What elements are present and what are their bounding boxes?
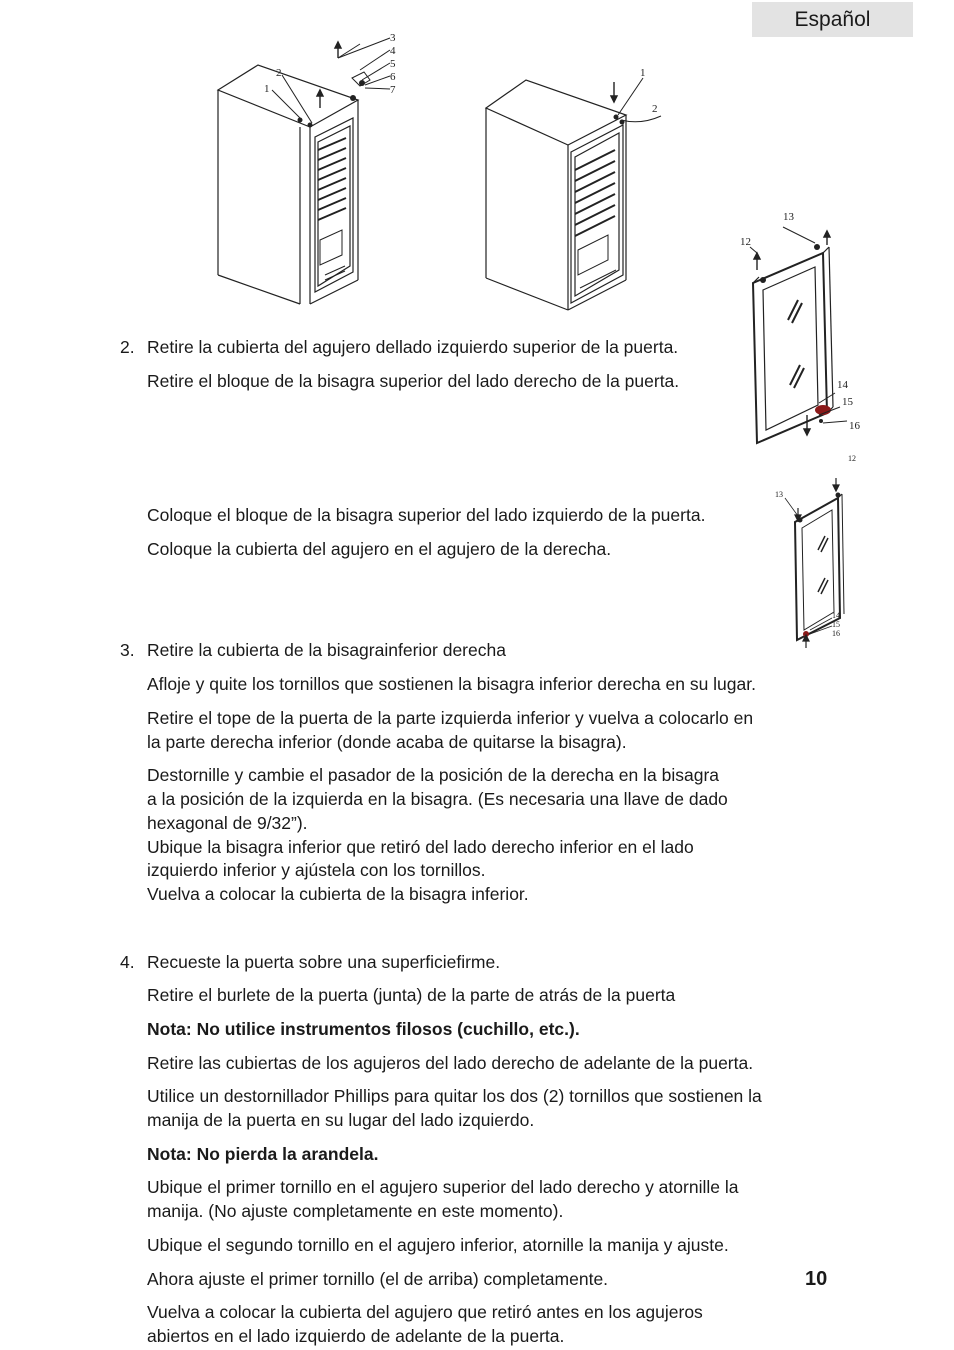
cabinet-diagram-left [210,30,410,310]
step-4-line: Vuelva a colocar la cubierta del agujero que retiró antes en los agujeros [147,1302,703,1322]
language-tab: Español [752,2,913,37]
step-3-line: Vuelva a colocar la cubierta de la bisagra inferior. [147,884,529,904]
callout-14: 14 [837,379,848,391]
callout-1: 1 [640,67,646,79]
step-4-line: manija. (No ajuste completamente en este momento). [147,1201,564,1221]
step-4-line: Retire las cubiertas de los agujeros del lado derecho de adelante de la puerta. [147,1053,754,1073]
callout-14: 14 [832,611,840,620]
step-2-line: Retire el bloque de la bisagra superior del lado derecho de la puerta. [147,371,680,391]
step-3-line: Ubique la bisagra inferior que retiró del lado derecho inferior en el lado [147,837,694,857]
step-3-line: la parte derecha inferior (donde acaba de quitarse la bisagra). [147,732,627,752]
step-4-line: Ahora ajuste el primer tornillo (el de arriba) completamente. [147,1269,609,1289]
step-4-line: Ubique el segundo tornillo en el agujero inferior, atornille la manija y ajuste. [147,1235,729,1255]
step-2-line: Coloque la cubierta del agujero en el agujero de la derecha. [147,539,612,559]
step-4-number: 4. [120,952,135,972]
step-3-line: izquierdo inferior y ajústela con los tornillos. [147,860,486,880]
step-3-line: a la posición de la izquierda en la bisagra. (Es necesaria una llave de dado [147,789,728,809]
step-4-line: manija de la puerta en su lugar del lado izquierdo. [147,1110,535,1130]
callout-16: 16 [849,420,860,432]
callout-6: 6 [390,71,396,83]
step-4-line: abiertos en el lado izquierdo de adelante de la puerta. [147,1326,565,1346]
callout-2: 2 [276,67,282,79]
step-2-line: Retire la cubierta del agujero dellado izquierdo superior de la puerta. [147,337,679,357]
step-4-line: Retire el burlete de la puerta (junta) de la parte de atrás de la puerta [147,985,676,1005]
callout-1: 1 [264,83,270,95]
step-4-line: Ubique el primer tornillo en el agujero superior del lado derecho y atornille la [147,1177,739,1197]
callout-13: 13 [783,211,794,223]
step-3-number: 3. [120,640,135,660]
step-2-line: Coloque el bloque de la bisagra superior del lado izquierdo de la puerta. [147,505,706,525]
step-4-line: Utilice un destornillador Phillips para quitar los dos (2) tornillos que sostienen la [147,1086,762,1106]
step-4-note: Nota: No pierda la arandela. [147,1144,379,1164]
callout-5: 5 [390,58,396,70]
callout-12: 12 [848,454,856,463]
callout-16: 16 [832,629,840,638]
callout-15: 15 [842,396,853,408]
callout-2: 2 [652,103,658,115]
step-4-line: Recueste la puerta sobre una superficiefirme. [147,952,501,972]
step-3-line: Destornille y cambie el pasador de la posición de la derecha en la bisagra [147,765,720,785]
callout-13: 13 [775,490,783,499]
door-diagram-small [770,450,865,660]
step-3-line: hexagonal de 9/32”). [147,813,308,833]
callout-4: 4 [390,45,396,57]
door-diagram-large [735,205,865,445]
step-3-line: Retire el tope de la puerta de la parte izquierda inferior y vuelva a colocarlo en [147,708,754,728]
step-4-note: Nota: No utilice instrumentos filosos (cuchillo, etc.). [147,1019,580,1039]
step-3-line: Retire la cubierta de la bisagrainferior derecha [147,640,506,660]
page-number: 10 [805,1268,828,1290]
callout-3: 3 [390,32,396,44]
callout-15: 15 [832,620,840,629]
step-3-line: Afloje y quite los tornillos que sostienen la bisagra inferior derecha en su lugar. [147,674,756,694]
step-2-number: 2. [120,337,135,357]
callout-12: 12 [740,236,751,248]
callout-7: 7 [390,84,396,96]
cabinet-diagram-right [478,60,678,320]
